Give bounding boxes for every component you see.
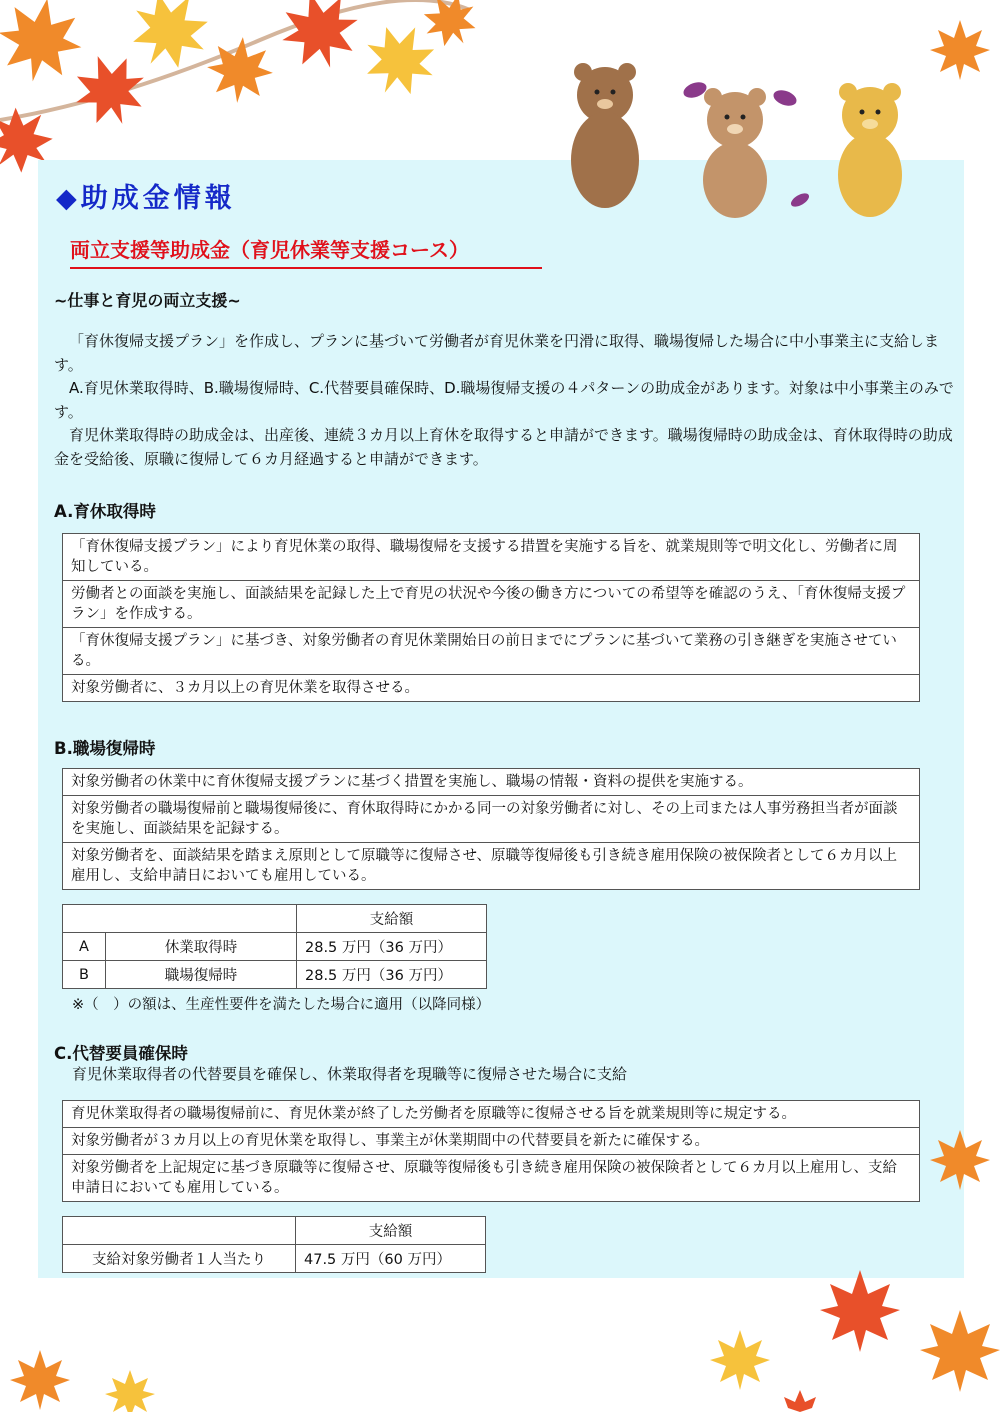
amount-code: B bbox=[63, 961, 106, 989]
intro-paragraph: 育児休業取得時の助成金は、出産後、連続３カ月以上育休を取得すると申請ができます。職場復帰時の助成金は、育休取得時の助成金を受給後、原職に復帰して６カ月経過すると申請ができます。 bbox=[54, 426, 953, 468]
bear-icon bbox=[703, 88, 767, 218]
section-b-amount-table bbox=[62, 904, 487, 989]
requirement-row: 対象労働者を上記規定に基づき原職等に復帰させ、原職等復帰後も引き続き雇用保険の被保険者として６カ月以上雇用し、支給申請日においても雇用している。 bbox=[63, 1155, 920, 1202]
requirement-row: 育児休業取得者の職場復帰前に、育児休業が終了した労働者を原職等に復帰させる旨を就業規則等に規定する。 bbox=[63, 1101, 920, 1128]
amount-code: A bbox=[63, 933, 106, 961]
amount-corner bbox=[63, 1217, 296, 1245]
amount-label: 支給対象労働者１人当たり bbox=[63, 1245, 296, 1273]
requirement-row: 労働者との面談を実施し、面談結果を記録した上で育児の状況や今後の働き方についての希望等を確認のうえ、「育休復帰支援プラン」を作成する。 bbox=[63, 581, 920, 628]
page-title: ◆助成金情報 bbox=[56, 183, 236, 214]
section-a-requirements bbox=[62, 533, 920, 702]
amount-value: 47.5 万円（60 万円） bbox=[296, 1245, 486, 1273]
section-c-amount-table bbox=[62, 1216, 486, 1273]
requirement-row: 対象労働者を、面談結果を踏まえ原則として原職等に復帰させ、原職等復帰後も引き続き雇用保険の被保険者として６カ月以上雇用し、支給申請日においても雇用している。 bbox=[63, 843, 920, 890]
tagline: ~仕事と育児の両立支援~ bbox=[54, 291, 241, 310]
requirement-row: 対象労働者が３カ月以上の育児休業を取得し、事業主が休業期間中の代替要員を新たに確保する。 bbox=[63, 1128, 920, 1155]
amount-label: 休業取得時 bbox=[106, 933, 297, 961]
bear-icon bbox=[838, 83, 902, 217]
amount-header: 支給額 bbox=[296, 1217, 486, 1245]
requirement-row: 対象労働者の職場復帰前と職場復帰後に、育休取得時にかかる同一の対象労働者に対し、その上司または人事労務担当者が面談を実施し、面談結果を記録する。 bbox=[63, 796, 920, 843]
requirement-row: 対象労働者の休業中に育休復帰支援プランに基づく措置を実施し、職場の情報・資料の提供を実施する。 bbox=[63, 769, 920, 796]
maple-leaves-bottom-right bbox=[660, 1110, 1000, 1412]
section-c-heading: C.代替要員確保時 bbox=[54, 1044, 188, 1063]
amount-value: 28.5 万円（36 万円） bbox=[297, 961, 487, 989]
amount-corner bbox=[63, 905, 297, 933]
section-b-requirements bbox=[62, 768, 920, 890]
requirement-row: 「育休復帰支援プラン」に基づき、対象労働者の育児休業開始日の前日までにプランに基づいて業務の引き継ぎを実施させている。 bbox=[63, 628, 920, 675]
sweet-potato-icon bbox=[789, 191, 811, 210]
amount-header: 支給額 bbox=[297, 905, 487, 933]
requirement-row: 「育休復帰支援プラン」により育児休業の取得、職場復帰を支援する措置を実施する旨を、就業規則等で明文化し、労働者に周知している。 bbox=[63, 534, 920, 581]
page-subtitle: 両立支援等助成金（育児休業等支援コース） bbox=[70, 234, 542, 269]
bears-illustration bbox=[545, 20, 945, 220]
bear-icon bbox=[571, 63, 639, 208]
intro-paragraph: 「育休復帰支援プラン」を作成し、プランに基づいて労働者が育児休業を円滑に取得、職場復帰した場合に中小事業主に支給します。 bbox=[54, 332, 940, 374]
amount-value: 28.5 万円（36 万円） bbox=[297, 933, 487, 961]
section-c-subtext: 育児休業取得者の代替要員を確保し、休業取得者を現職等に復帰させた場合に支給 bbox=[72, 1065, 628, 1083]
requirement-row: 対象労働者に、３カ月以上の育児休業を取得させる。 bbox=[63, 675, 920, 702]
sweet-potato-icon bbox=[771, 87, 798, 108]
amount-note: ※（ ）の額は、生産性要件を満たした場合に適用（以降同様） bbox=[72, 997, 491, 1013]
maple-leaves-bottom-left bbox=[0, 1290, 260, 1412]
section-a-heading: A.育休取得時 bbox=[54, 502, 156, 521]
intro-paragraph: A.育児休業取得時、B.職場復帰時、C.代替要員確保時、D.職場復帰支援の４パターンの助成金があります。対象は中小事業主のみです。 bbox=[54, 379, 954, 421]
amount-label: 職場復帰時 bbox=[106, 961, 297, 989]
intro-text bbox=[54, 330, 954, 471]
section-b-heading: B.職場復帰時 bbox=[54, 739, 156, 758]
